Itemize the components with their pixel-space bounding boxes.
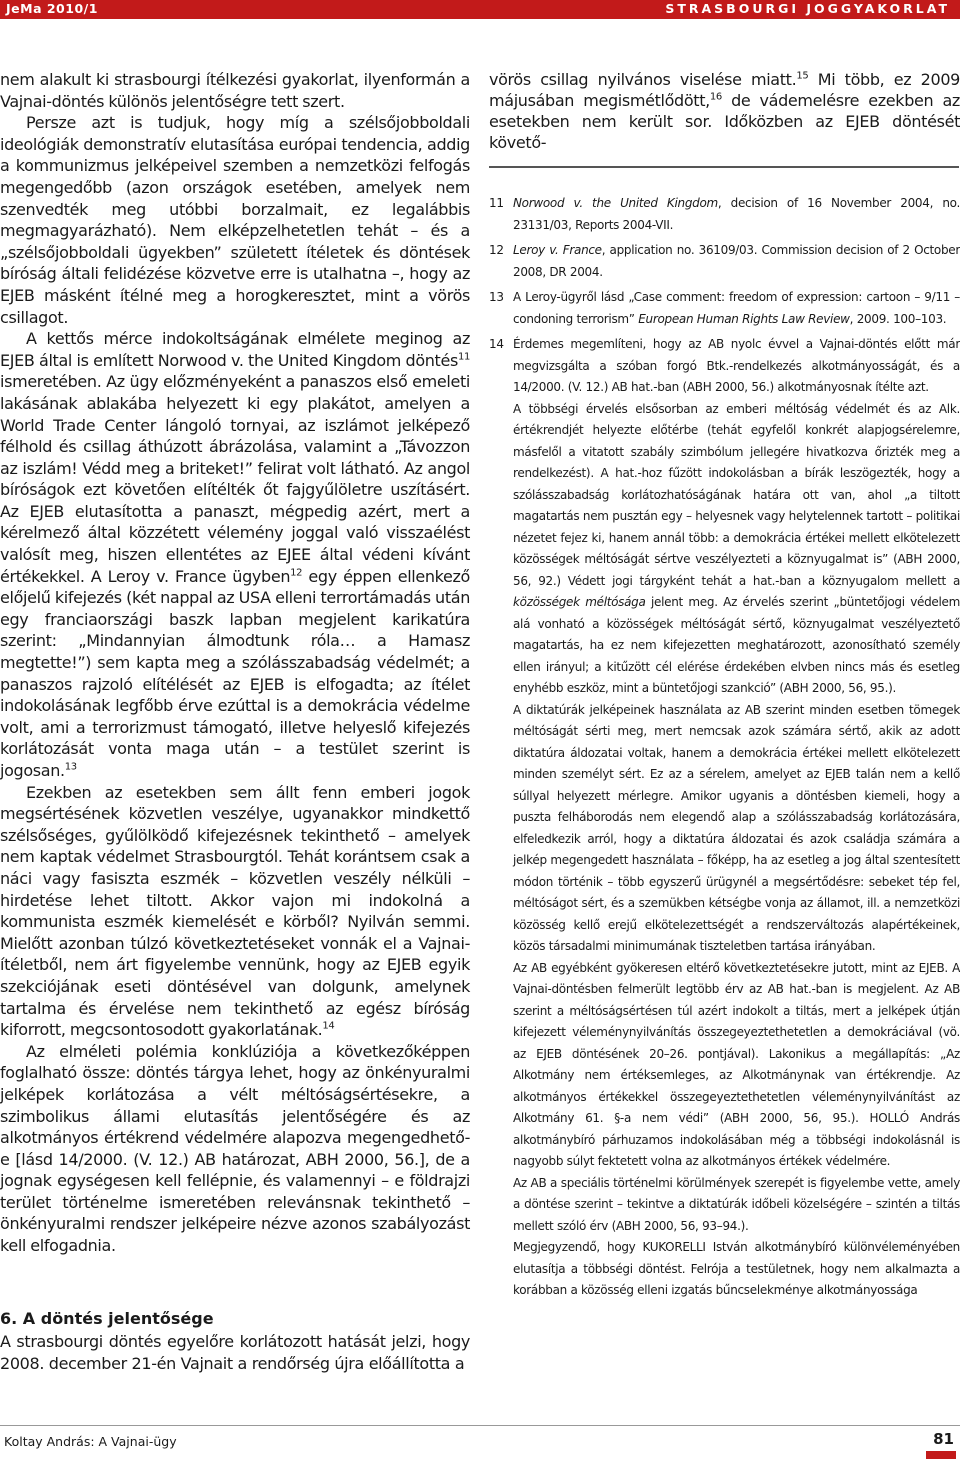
paragraph-text: Ezekben az esetekben sem állt fenn emberi jogok megsértésének közvetlen veszélye, ugyanakkor mindkettő szélsőséges, gyűlölködő kifejezésnek tekinthető – amelyek nem kaptak védelmet Strasbourgtól. Tehát korántsem csak a náci vagy fasiszta eszmék – közvetlen veszély nélküli – hirdetése lehet tiltott. Akkor vajon mi indokolná a kommunista eszmék kiemelését e körből? Nyilván semmi. Mielőtt azonban túlzó következtetéseket vonnák el a Vajnai-ítéletből, nem árt figyelembe vennünk, hogy az EJEB egyik szekciójának eseti döntésével van dolgunk, amelynek tartalma és érvelése nem tekinthető az egész bíróság kiforrott, megcsontosodott gyakorlatának. [0,782,470,1040]
footnote-number: 13 [489,290,504,304]
paragraph-text: Mi több, ez 2009 májusában megismétlődött, [489,70,960,110]
body-paragraph [0,782,470,1041]
footnote-text: , application no. 36109/03. Commission decision of 2 October 2008, DR 2004. [513,243,960,279]
left-column [0,69,470,1257]
paragraph-text: vörös csillag nyilvános viselése miatt. [489,70,797,89]
footnote-text: , 2009. 100–103. [849,311,947,326]
running-header [0,0,960,19]
paragraph-text: egy éppen ellenkező előjelű kifejezés (két nappal az USA elleni terrortámadás után egy franciaországi baszk lapban megjelent karikatúra szerint: „Mindannyian álmodtunk róla… a Hamasz megtette!”) sem kapta meg a szólásszabadság védelmét; a panaszos rajzoló elítélését az EJEB is elfogadta; az ítélet indokolásának legfőbb érve ezúttal is a demokrácia védelme volt, ami a terrorizmust támogató, illetve helyeslő kifejezés korlátozását vonta maga után – a testület szerint is jogosan. [0,566,470,780]
footnote-text: Érdemes megemlíteni, hogy az AB nyolc évvel a Vajnai-döntés előtt már megvizsgálta a szóban forgó Btk.-rendelkezés alkotmányosságát, és a 14/2000. (V. 12.) AB hat.-ban (ABH 2000, 56.) alkotmányosnak ítélte azt. [513,337,960,394]
footnote-14 [489,334,960,399]
footnote-ref: 15 [796,70,809,82]
footnote-ref: 13 [64,761,77,773]
right-column [489,69,960,153]
footnotes [489,193,960,1302]
emphasis: közösségek méltósága [513,595,646,609]
footnote-11 [489,193,960,236]
footnote-13 [489,287,960,330]
footnote-ref: 11 [457,351,470,363]
body-paragraph: Az elméleti polémia konklúziója a következőképpen foglalható össze: döntés tárgya lehet, hogy az önkényuralmi jelképek korlátozása a vélt méltóságsértésekre, a szimbolikus állami elutasítás jelentőségére és az alkotmányos értékrend védelmére alapozva megengedhető-e [lásd 14/2000. (V. 12.) AB határozat, ABH 2000, 56.], de a jognak egységesen kell fellépnie, és valamennyi – e földrajzi terület történelme ismeretében relevánsnak tekinthető – önkényuralmi rendszer jelképeire nézve azonos szabályozást kell elfogadnia. [0,1041,470,1256]
paragraph-text: A kettős mérce indokoltságának elmélete meginog az EJEB által is említett Norwood v. the United Kingdom döntés [0,329,470,370]
footnote-12 [489,240,960,283]
footnote-text: A Leroy-ügyről lásd „Case comment: freedom of expression: cartoon – 9/11 – condoning terrorism” [513,290,960,326]
case-name: Leroy v. France [513,243,602,257]
page-number: 81 [933,1430,954,1448]
journal-issue: JeMa 2010/1 [6,1,98,16]
case-name: Norwood v. the United Kingdom [513,196,718,210]
footnote-paragraph [513,399,960,700]
continuation-paragraph [489,69,960,153]
section-heading: 6. A döntés jelentősége [0,1309,214,1328]
footnote-paragraph: Az AB a speciális történelmi körülmények szerepét is figyelembe vette, amely a döntése szerint – tekintve a diktatúrák időbeli közelségére – szintén a tiltás mellett szóló érv (ABH 2000, 56, 93–94.). [513,1175,960,1233]
footnote-number: 11 [489,196,504,210]
footnote-ref: 14 [322,1020,335,1032]
footer-divider [0,1425,960,1426]
footnote-number: 14 [489,337,504,351]
footnote-paragraph: Megjegyzendő, hogy KUKORELLI István alkotmánybíró különvéleményében elutasítja a többségi döntést. Felrója a testületnek, hogy nem alkalmazta a korábban a közösség elleni izgatás bűncselekménye alkotmányossága [513,1240,960,1297]
section-title: STRASBOURGI JOGGYAKORLAT [665,1,950,16]
paragraph-text: ismeretében. Az ügy előzményeként a panaszos első emeleti lakásának ablakába helyezett ki egy plakátot, amelyen a World Trade Center lángoló tornyai, az iszlámot jelképező félhold és csillag áthúzott ábrázolása, valamint a „Távozzon az iszlám! Védd meg a briteket!” felirat volt látható. Az angol bíróságok ezt követően elítélték őt fajgyűlöletre uszításért. Az EJEB elutasította a panaszt, mégpedig azért, mert a kérelmező által közzétett vélemény joggal való visszaélést valósít meg, hiszen ellentétes az EJEE által védeni kívánt értékekkel. A Leroy v. France ügyben [0,372,470,586]
section-paragraph: A strasbourgi döntés egyelőre korlátozott hatását jelzi, hogy 2008. december 21-én Vajnait a rendőrség újra előállította a [0,1332,470,1373]
footer-author-title: Koltay András: A Vajnai-ügy [4,1434,177,1449]
footnote-ref: 12 [290,567,303,579]
body-paragraph: nem alakult ki strasbourgi ítélkezési gyakorlat, ilyenformán a Vajnai-döntés különös jelentőségre tett szert. [0,70,470,111]
footnote-paragraph: A diktatúrák jelképeinek használata az AB szerint minden esetben tömegek méltóságát sérti meg, mert nemcsak azok számára sértő, akik az adott diktatúra áldozatai voltak, hanem a demokrácia értékei mellett elkötelezett minden személyt sért. Ez az a sérelem, amelyet az EJEB talán nem a kellő súllyal helyezett mérlegre. Amikor ugyanis a döntésben kiemeli, hogy a puszta felháborodás nem elegendő alap a szólásszabadság korlátozására, elfeledkezik arról, hogy a diktatúra áldozatai és azok családja számára a jelkép megengedett használata – főképp, ha az esetleg a jog által szentesített módon történik – több egyszerű ürügynél a megsértődésre: sebeket tép fel, méltóságot sért, és a szemükben kétségbe vonja az államot, ill. a nemzetközi közösség kellő erejű elkötelezettségét a rendszerváltozás alapértékeinek, közös társadalmi minimumának tiszteletben tartása irányában. [513,702,960,953]
footnote-ref: 16 [709,91,722,103]
page-number-accent [926,1451,956,1459]
footnote-paragraph: Az AB egyébként gyökeresen eltérő következtetésekre jutott, mint az EJEB. A Vajnai-döntésben felmerült legtöbb érv az AB hat.-ban is megjelent. Az AB szerint a méltóságsértésen túl azért indokolt a tiltás, mert a jelképek útján kifejezett véleménynyilvánítás összegeyeztethetetlen a demokráciával (vö. az EJEB döntésének 20–26. pontjával). Lakonikus a megállapítás: „Az Alkotmány nem értéksemleges, az Alkotmánynak van értékrendje. Az alkotmányos értékekkel összegeyeztethetetlen véleménynyilvánítást az Alkotmány 61. §-a nem védi” (ABH 2000, 56, 95.). HOLLÓ András alkotmánybíró párhuzamos indokolásában még a többségi indokolásnál is nagyobb súlyt fektetett volna az alkotmányos értékek védelmére. [513,960,960,1168]
journal-title: European Human Rights Law Review [638,311,850,326]
footnote-text: , decision of 16 November 2004, no. 23131/03, Reports 2004-VII. [513,196,960,232]
footnote-separator [489,166,959,168]
footnote-number: 12 [489,243,504,257]
paragraph-text: de vádemelésre ezekben az esetekben nem került sor. Időközben az EJEB döntését követő- [489,91,960,152]
body-paragraph [0,328,470,781]
body-paragraph: Persze azt is tudjuk, hogy míg a szélsőjobboldali ideológiák demonstratív elutasítása európai tendencia, addig a kommunizmus jelképeivel szemben a nemzetközi felfogás megengedőbb (azon országok esetében, amelyek nem szenvedték meg utóbbi borzalmait, ez legalábbis megmagyarázható). Nem elképzelhetetlen tehát – és a „szélsőjobboldali ügyekben” született ítéletek és döntések bíróság általi felidézése közvetve erre is utalhatna –, hogy az EJEB másként ítélné meg a horogkeresztet, mint a vörös csillagot. [0,113,470,327]
footnote-text: jelent meg. Az érvelés szerint „büntetőjogi védelem alá vonható a közösségek méltóságát sértő, köznyugalmat veszélyeztető magatartás, ha ez nem kifejezetten meghatározott, azonosítható személy ellen irányul; a kitűzött cél elérése érdekében elvben nincs más és esetleg enyhébb eszköz, mint a büntetőjogi szankció” (ABH 2000, 56, 95.). [513,595,960,695]
footnote-text: A többségi érvelés elsősorban az emberi méltóság védelmét és az Alk. értékrendjét helyezte előtérbe (tehát egyfelől konkrét alapjogsérelemre, másfelől a vitatott szabály szimbólum jellegére hivatkozva őrizték meg a rendelkezést). A hat.-hoz fűzött indokolásban a bírák leszögezték, hogy a szólásszabadság korlátozhatóságának határa ott van, ahol „a tiltott magatartás nem pusztán egy – helyesnek vagy helytelennek tartott – politikai nézetet fejez ki, hanem annál több: a demokrácia értékei mellett elkötelezett közösségek méltóságát sértve veszélyezteti a köznyugalmat is” (ABH 2000, 56, 92.) Védett jogi tárgyként tehát a hat.-ban a köznyugalom mellett a [513,401,960,588]
